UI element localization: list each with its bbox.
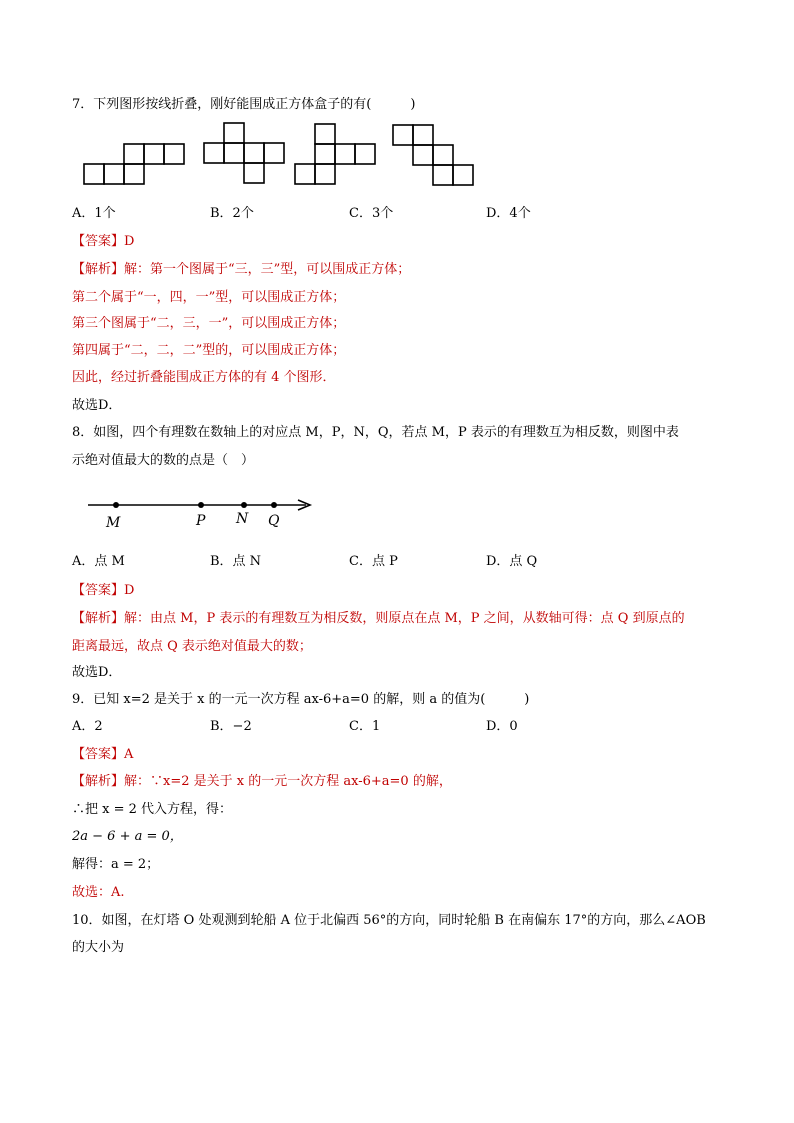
- q8-option-d[interactable]: D．点 Q: [486, 554, 538, 569]
- q9-option-d[interactable]: D．0: [486, 719, 518, 734]
- q8-analysis-line-2: 距离最远，故点 Q 表示绝对值最大的数；: [72, 639, 312, 654]
- q9-option-a[interactable]: A．2: [72, 719, 103, 734]
- q7-conclusion: 故选D．: [72, 398, 122, 413]
- q8-stem-line-1: 8．如图，四个有理数在数轴上的对应点 M，P，N，Q，若点 M，P 表示的有理数互为相反数，则图中表: [72, 425, 679, 440]
- answer-tag: 【答案】: [72, 747, 125, 762]
- point-p-dot: [198, 502, 204, 508]
- cube-net-1: [84, 144, 184, 184]
- analysis-tag: 【解析】: [72, 611, 125, 626]
- q8-answer-line: [72, 582, 134, 600]
- q9-option-b[interactable]: B．−2: [210, 719, 252, 734]
- q7-option-a[interactable]: A．1个: [72, 206, 116, 221]
- cube-nets-svg: [82, 122, 482, 188]
- analysis-tag: 【解析】: [72, 262, 125, 277]
- analysis-tag: 【解析】: [72, 774, 125, 789]
- q8-answer: D: [124, 583, 135, 598]
- q9-conclusion: 故选：A.: [72, 885, 125, 900]
- number-line-svg: [86, 492, 318, 536]
- q9-analysis-text-1: 解：∵x=2 是关于 x 的一元一次方程 ax-6+a=0 的解，: [124, 774, 452, 789]
- answer-tag: 【答案】: [72, 234, 125, 249]
- q7-net-figures: [82, 122, 482, 188]
- q7-option-c[interactable]: C．3个: [349, 206, 394, 221]
- q9-stem: 9．已知 x=2 是关于 x 的一元一次方程 ax-6+a=0 的解，则 a 的值为( ): [72, 692, 530, 707]
- q9-option-c[interactable]: C．1: [349, 719, 381, 734]
- q7-option-b[interactable]: B．2个: [210, 206, 254, 221]
- q9-solution: 解得：a = 2；: [72, 857, 160, 872]
- label-n: N: [236, 511, 249, 527]
- q10-stem-line-1: 10．如图，在灯塔 O 处观测到轮船 A 位于北偏西 56°的方向，同时轮船 B 在南偏东 17°的方向，那么∠AOB: [72, 913, 706, 928]
- q9-answer: A: [124, 747, 134, 762]
- q8-option-b[interactable]: B．点 N: [210, 554, 262, 569]
- q7-answer: D: [124, 234, 135, 249]
- q8-stem-line-2: 示绝对值最大的数的点是（ ）: [72, 453, 255, 468]
- q9-answer-line: [72, 746, 133, 764]
- q7-analysis-line-1: [72, 261, 410, 279]
- q7-analysis-line-3: 第三个图属于“二，三，一”，可以围成正方体；: [72, 316, 346, 331]
- q8-options: [72, 553, 632, 571]
- q7-analysis-line-2: 第二个属于“一，四，一”型，可以围成正方体；: [72, 290, 346, 305]
- point-m-dot: [113, 502, 119, 508]
- q7-answer-line: [72, 233, 134, 251]
- q10-stem-line-2: 的大小为: [72, 940, 125, 955]
- q9-analysis-line-2: ∴把 x = 2 代入方程，得：: [72, 802, 233, 817]
- cube-net-4: [393, 125, 473, 185]
- q7-analysis-line-5: 因此，经过折叠能围成正方体的有 4 个图形．: [72, 370, 336, 385]
- q9-options: [72, 718, 632, 736]
- answer-tag: 【答案】: [72, 583, 125, 598]
- q7-options: [72, 205, 632, 223]
- q9-equation: 2a − 6 + a = 0，: [72, 829, 183, 844]
- label-p: P: [196, 513, 206, 529]
- label-q: Q: [268, 513, 280, 529]
- q9-analysis-line-1: [72, 773, 452, 791]
- q7-option-d[interactable]: D．4个: [486, 206, 531, 221]
- q8-conclusion: 故选D．: [72, 665, 122, 680]
- q7-analysis-line-4: 第四属于“二，二，二”型的，可以围成正方体；: [72, 343, 346, 358]
- label-m: M: [106, 515, 121, 531]
- q8-number-line-figure: [86, 492, 318, 536]
- q7-stem: 7．下列图形按线折叠，刚好能围成正方体盒子的有( ): [72, 97, 416, 112]
- point-q-dot: [271, 502, 277, 508]
- q7-analysis-text-1: 解：第一个图属于“三，三”型，可以围成正方体；: [124, 262, 411, 277]
- q8-option-a[interactable]: A．点 M: [72, 554, 125, 569]
- q8-analysis-text-1: 解：由点 M，P 表示的有理数互为相反数，则原点在点 M，P 之间，从数轴可得：点 Q 到原点的: [124, 611, 685, 626]
- cube-net-3: [295, 124, 375, 184]
- q8-option-c[interactable]: C．点 P: [349, 554, 398, 569]
- cube-net-2: [204, 123, 284, 183]
- point-n-dot: [241, 502, 247, 508]
- q8-analysis-line-1: [72, 610, 685, 628]
